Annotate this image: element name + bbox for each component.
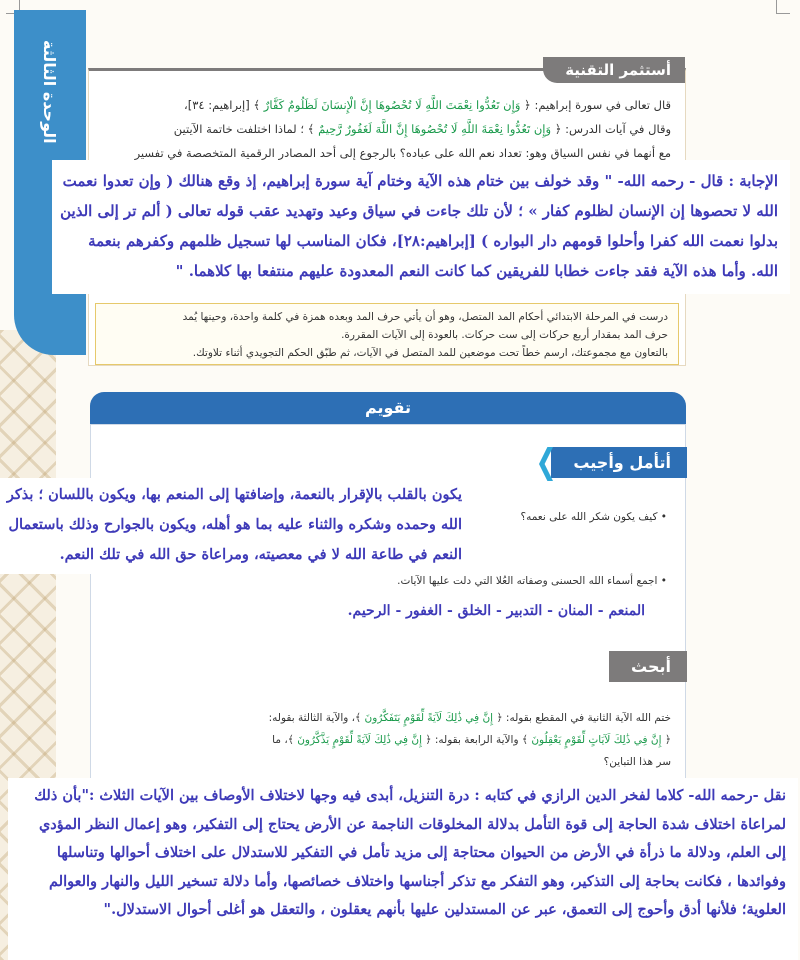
question-1: • كيف يكون شكر الله على نعمه؟	[520, 511, 667, 523]
technology-line: مع أنهما في نفس السياق وهو: تعداد نعم الله على عباده؟ بالرجوع إلى أحد المصادر الرقمية المتخصصة في تفسير	[134, 146, 671, 160]
unit-tab-label: الوحدة الثالثة	[40, 40, 59, 144]
verse: إِنَّ فِي ذَٰلِكَ لَآيَةً لِّقَوْمٍ يَذَّكَّرُونَ	[297, 734, 423, 746]
technology-text	[103, 93, 671, 165]
answer-overlay-1: الإجابة : قال - رحمه الله- " وقد خولف بين ختام هذه الآية وختام آية سورة إبراهيم، إذ وقع هنالك ( وإن تعدوا نعمت الله لا تحصوها إن الإنسان لظلوم كفار » ؛ لأن تلك جاءت في سياق وعيد وتهديد عقب قوله تعالى ( ألم تر إلى الذين بدلوا نعمت الله كفرا وأحلوا قومهم دار البواره ) [إبراهيم:٢٨]، فكان المناسب لها تسجيل ظلمهم وكفرهم بنعمة الله. وأما هذه الآية فقد جاءت خطابا للفريقين كما كانت النعم المعدودة عليهم منتفعا بها كلاهما. "	[52, 160, 790, 294]
technology-line: وقال في آيات الدرس: ﴿ وَإِن تَعُدُّوا نِعْمَةَ اللَّهِ لَا تُحْصُوهَا إِنَّ اللَّهَ لَغَفُورٌ رَّحِيمٌ ﴾ ؛ لماذا اختلفت خاتمة الآيتين	[173, 122, 671, 136]
technology-header: أستثمر التقنية	[543, 57, 685, 83]
crop-mark	[776, 0, 790, 14]
question-2: • اجمع أسماء الله الحسنى وصفاته العُلا التي دلت عليها الآيات.	[397, 575, 667, 587]
technology-line: قال تعالى في سورة إبراهيم: ﴿ وَإِن تَعُدُّوا نِعْمَتَ اللَّهِ لَا تُحْصُوهَا إِنَّ الْإِنسَانَ لَظَلُومٌ كَفَّارٌ ﴾ [إبراهيم: ٣٤]،	[184, 98, 671, 112]
verse: إِنَّ فِي ذَٰلِكَ لَآيَةً لِّقَوْمٍ يَتَفَكَّرُونَ	[364, 712, 494, 724]
verse: وَإِن تَعُدُّوا نِعْمَتَ اللَّهِ لَا تُحْصُوهَا إِنَّ الْإِنسَانَ لَظَلُومٌ كَفَّارٌ	[263, 98, 521, 112]
evaluation-header: تقويم	[90, 392, 686, 424]
answer-overlay-2: يكون بالقلب بالإقرار بالنعمة، وإضافتها إلى المنعم بها، ويكون باللسان ؛ بذكر الله وحمده وشكره والثناء عليه بما هو أهله، ويكون بالجوارح وذلك باستعمال النعم في طاعة الله لا في معصيته، ومراعاة حق الله في تلك النعم.	[0, 478, 470, 574]
tajweed-activity: درست في المرحلة الابتدائي أحكام المد المتصل، وهو أن يأتي حرف المد وبعده همزة في كلمة واحدة، وحينها يُمد حرف المد بمقدار أربع حركات إلى ست حركات. بالعودة إلى الآيات المقررة. بالتعاون مع مجموعتك، ارسم خطاً تحت موضعين للمد المتصل في الآيات، ثم طبّق الحكم التجويدي أثناء تلاوتك.	[95, 303, 679, 365]
verse: وَإِن تَعُدُّوا نِعْمَةَ اللَّهِ لَا تُحْصُوهَا إِنَّ اللَّهَ لَغَفُورٌ رَّحِيمٌ	[318, 122, 552, 136]
verse: إِنَّ فِي ذَٰلِكَ لَآيَاتٍ لِّقَوْمٍ يَعْقِلُونَ	[531, 734, 662, 746]
research-text: ختم الله الآية الثانية في المقطع بقوله: ﴿ إِنَّ فِي ذَٰلِكَ لَآيَةً لِّقَوْمٍ يَتَفَكَّرُونَ ﴾، والآية الثالثة بقوله: ﴿ إِنَّ فِي ذَٰلِكَ لَآيَاتٍ لِّقَوْمٍ يَعْقِلُونَ ﴾ والآية الرابعة بقوله: ﴿ إِنَّ فِي ذَٰلِكَ لَآيَةً لِّقَوْمٍ يَذَّكَّرُونَ ﴾، ما سر هذا التباين؟	[268, 712, 671, 768]
answer-overlay-3: نقل -رحمه الله- كلاما لفخر الدين الرازي في كتابه : درة التنزيل، أبدى فيه وجها لاختلاف الأوصاف بين الآيات الثلاث :"بأن ذلك لمراعاة اختلاف شدة الحاجة إلى قوة التأمل بدلالة المخلوقات الناجمة عن الأرض يحتاج إلى التفكير، وهو إعمال النظر المؤدي إلى العلم، ودلالة ما ذرأة في الأرض من الحيوان محتاجة إلى مزيد تأمل في التفكير للاستدلال على اختلاف أحوالها وتناسلها وفوائدها ، فكانت بحاجة إلى التذكير، وهو التفكر مع تذكر أجناسها واختلاف خصائصها، وأما دلالة تسخير الليل والنهار والعوالم العلوية؛ فلأنها أدق وأحوج إلى التعمق، عبر عن المستدلين عليها بأنهم يعقلون ، والتعقل هو أغلى أحوال الاستدلال."	[8, 778, 798, 960]
reflect-answer-tab: أتأمل وأجيب	[551, 447, 687, 478]
research-tab: أبحث	[609, 651, 687, 682]
answer-names: المنعم - المنان - التدبير - الخلق - الغفور - الرحيم.	[347, 603, 645, 619]
